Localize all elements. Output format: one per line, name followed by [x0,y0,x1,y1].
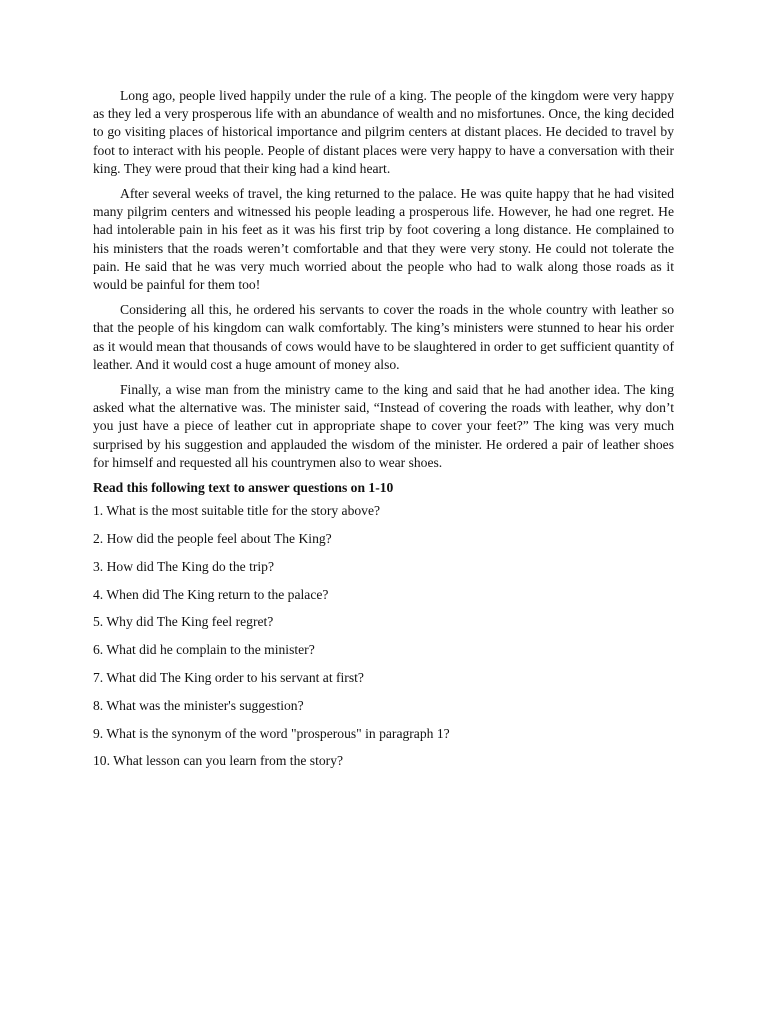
question-item: 2. How did the people feel about The King? [93,531,332,547]
question-item: 9. What is the synonym of the word "prosperous" in paragraph 1? [93,725,450,741]
story-paragraph-2: After several weeks of travel, the king returned to the palace. He was quite happy that he had visited many pilgrim centers and witnessed his people leading a prosperous life. However, he had one regret. He had intolerable pain in his feet as it was his first trip by foot covering a long distance. He complained to his ministers that the roads weren’t comfortable and that they were very stony. He could not tolerate the pain. He said that he was very much worried about the people who had to walk along those roads as it would be painful for them too! [93,186,674,293]
question-item: 7. What did The King order to his servant at first? [93,670,364,686]
story-paragraph-1: Long ago, people lived happily under the rule of a king. The people of the kingdom were very happy as they led a very prosperous life with an abundance of wealth and no misfortunes. Once, the king decided to go visiting places of historical importance and pilgrim centers at distant places. He decided to travel by foot to interact with his people. People of distant places were very happy to have a conversation with their king. They were proud that their king had a kind heart. [93,88,674,176]
instructions-heading: Read this following text to answer questions on 1-10 [93,480,394,496]
question-item: 6. What did he complain to the minister? [93,642,315,658]
question-item: 8. What was the minister's suggestion? [93,697,304,713]
question-item: 1. What is the most suitable title for the story above? [93,503,381,519]
question-item: 3. How did The King do the trip? [93,558,274,574]
question-item: 4. When did The King return to the palace? [93,586,329,602]
story-paragraph-3: Considering all this, he ordered his servants to cover the roads in the whole country with leather so that the people of his kingdom can walk comfortably. The king’s ministers were stunned to hear his order as it would mean that thousands of cows would have to be slaughtered in order to get sufficient quantity of leather. And it would cost a huge amount of money also. [93,302,674,372]
story-paragraph-4: Finally, a wise man from the ministry came to the king and said that he had another idea. The king asked what the alternative was. The minister said, “Instead of covering the roads with leather, why don’t you just have a piece of leather cut in appropriate shape to cover your feet?” The king was very much surprised by his suggestion and applauded the wisdom of the minister. He ordered a pair of leather shoes for himself and requested all his countrymen also to wear shoes. [93,382,674,470]
document-page [93,87,674,780]
question-item: 5. Why did The King feel regret? [93,614,274,630]
question-item: 10. What lesson can you learn from the story? [93,753,344,769]
question-list [93,502,674,770]
